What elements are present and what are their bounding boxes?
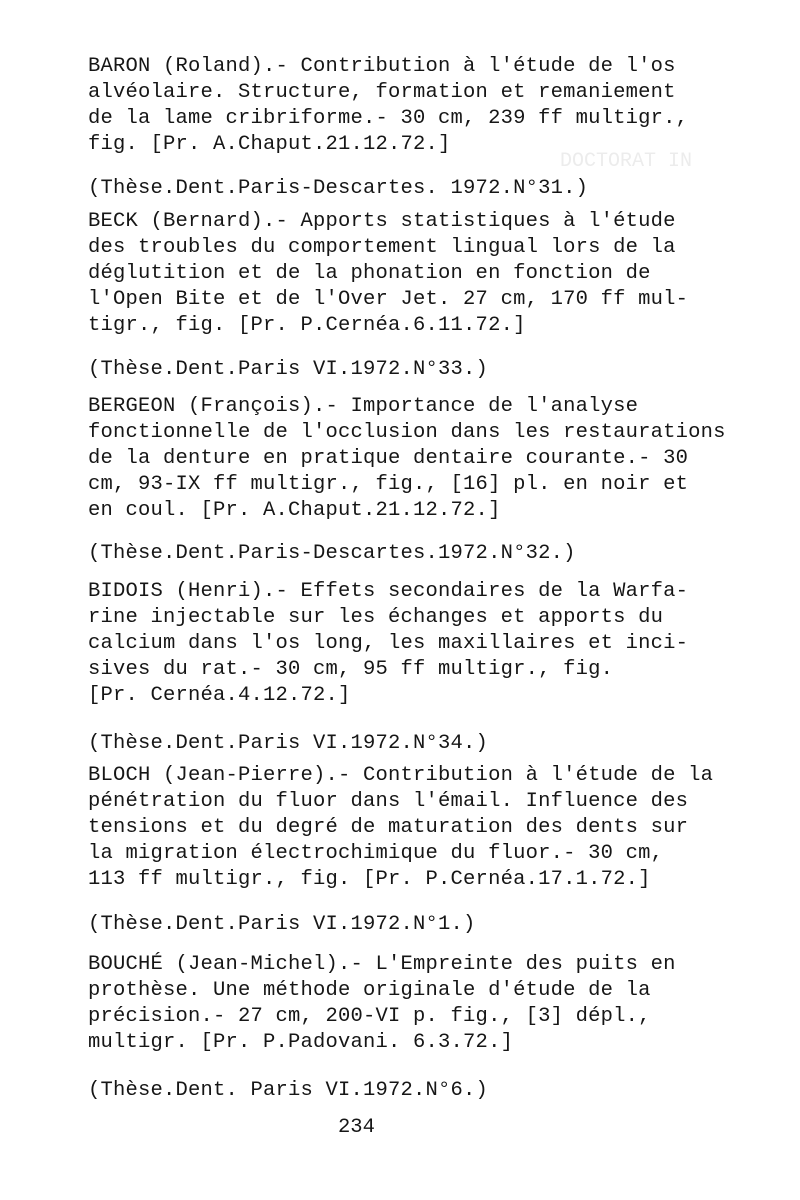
entry-line: 113 ff multigr., fig. [Pr. P.Cernéa.17.1.72.] xyxy=(88,868,651,891)
entry-line: tigr., fig. [Pr. P.Cernéa.6.11.72.] xyxy=(88,314,526,337)
entry-line: multigr. [Pr. P.Padovani. 6.3.72.] xyxy=(88,1031,514,1054)
entry-citation: (Thèse.Dent.Paris-Descartes. 1972.N°31.) xyxy=(88,177,589,200)
entry-line: fig. [Pr. A.Chaput.21.12.72.] xyxy=(88,133,451,156)
entry-line: cm, 93-IX ff multigr., fig., [16] pl. en noir et xyxy=(88,473,689,496)
entry-line: BIDOIS (Henri).- Effets secondaires de la Warfa- xyxy=(88,580,689,603)
entry-line: BOUCHÉ (Jean-Michel).- L'Empreinte des puits en xyxy=(88,953,676,976)
entry-line: sives du rat.- 30 cm, 95 ff multigr., fig. xyxy=(88,658,614,681)
entry-line: de la lame cribriforme.- 30 cm, 239 ff multigr., xyxy=(88,107,689,130)
entry-citation: (Thèse.Dent.Paris VI.1972.N°1.) xyxy=(88,913,476,936)
entry-line: BLOCH (Jean-Pierre).- Contribution à l'étude de la xyxy=(88,764,714,787)
entry-line: prothèse. Une méthode originale d'étude de la xyxy=(88,979,651,1002)
entry-line: de la denture en pratique dentaire courante.- 30 xyxy=(88,447,689,470)
entry-baron xyxy=(88,54,728,158)
entry-line: précision.- 27 cm, 200-VI p. fig., [3] dépl., xyxy=(88,1005,651,1028)
entry-line: tensions et du degré de maturation des dents sur xyxy=(88,816,689,839)
entry-line: BARON (Roland).- Contribution à l'étude de l'os xyxy=(88,55,676,78)
entry-line: la migration électrochimique du fluor.- 30 cm, xyxy=(88,842,664,865)
entry-bidois xyxy=(88,579,728,709)
show-through: DOCTORAT IN xyxy=(560,150,693,173)
entry-bergeon xyxy=(88,394,728,524)
entry-line: [Pr. Cernéa.4.12.72.] xyxy=(88,684,351,707)
entry-line: BERGEON (François).- Importance de l'analyse xyxy=(88,395,639,418)
entry-citation: (Thèse.Dent.Paris VI.1972.N°33.) xyxy=(88,358,489,381)
entry-line: fonctionnelle de l'occlusion dans les restaurations xyxy=(88,421,726,444)
entry-line: pénétration du fluor dans l'émail. Influence des xyxy=(88,790,689,813)
entry-line: rine injectable sur les échanges et apports du xyxy=(88,606,664,629)
entry-line: BECK (Bernard).- Apports statistiques à l'étude xyxy=(88,210,676,233)
entry-line: alvéolaire. Structure, formation et remaniement xyxy=(88,81,676,104)
entry-line: des troubles du comportement lingual lors de la xyxy=(88,236,676,259)
entry-line: calcium dans l'os long, les maxillaires et inci- xyxy=(88,632,689,655)
page-number: 234 xyxy=(338,1116,375,1139)
entry-citation: (Thèse.Dent.Paris-Descartes.1972.N°32.) xyxy=(88,542,576,565)
entry-citation: (Thèse.Dent.Paris VI.1972.N°34.) xyxy=(88,732,489,755)
entry-line: déglutition et de la phonation en fonction de xyxy=(88,262,651,285)
entry-line: en coul. [Pr. A.Chaput.21.12.72.] xyxy=(88,499,501,522)
entry-bouche xyxy=(88,952,728,1056)
entry-bloch xyxy=(88,763,728,893)
entry-citation: (Thèse.Dent. Paris VI.1972.N°6.) xyxy=(88,1079,489,1102)
entry-line: l'Open Bite et de l'Over Jet. 27 cm, 170 ff mul- xyxy=(88,288,689,311)
entry-beck xyxy=(88,209,728,339)
